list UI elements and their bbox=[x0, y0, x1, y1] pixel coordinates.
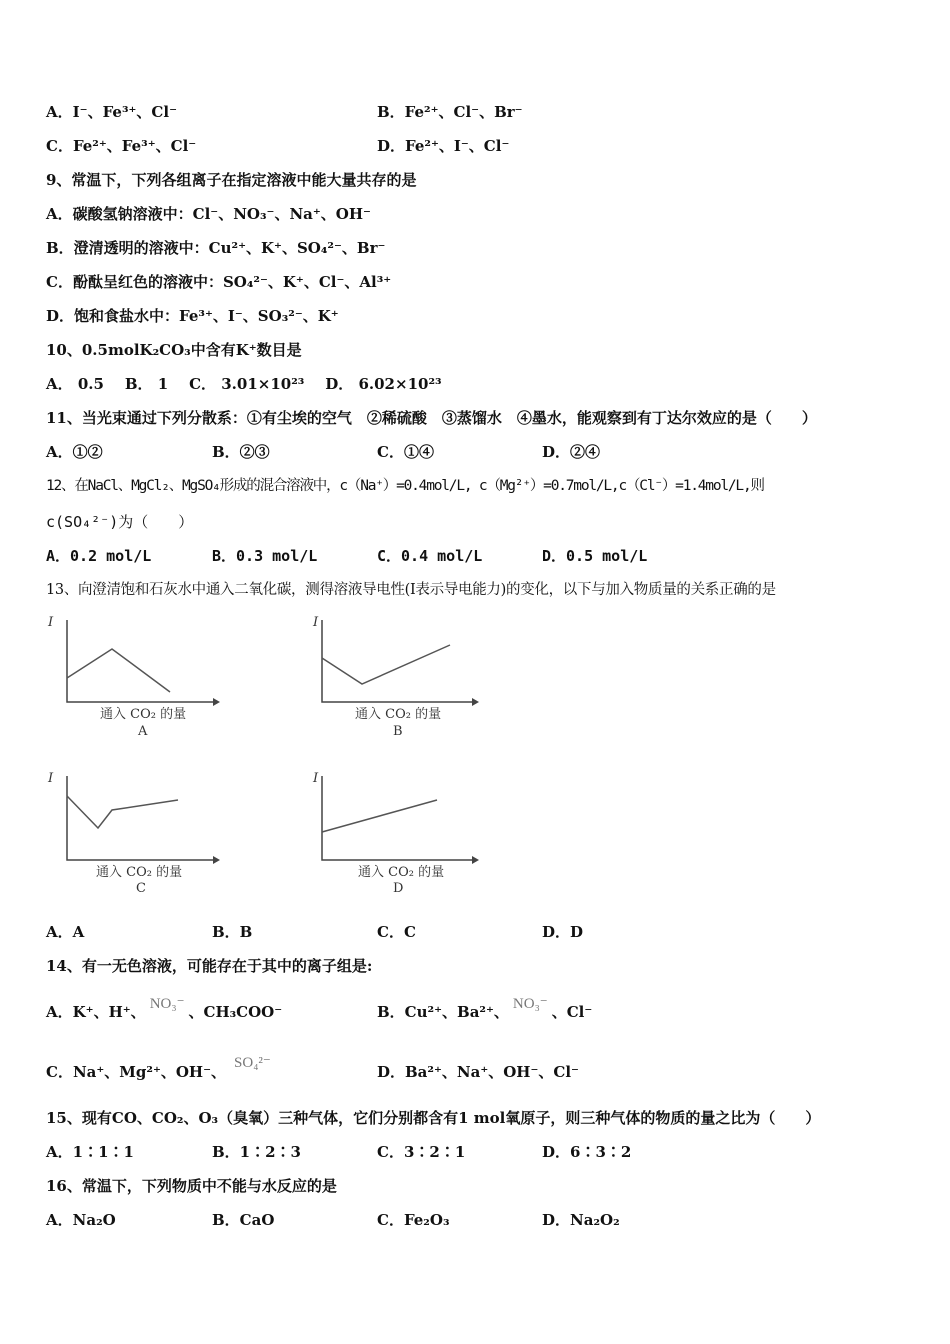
q8-option-d: D．Fe²⁺、I⁻、Cl⁻ bbox=[377, 137, 510, 155]
graph-c-curve bbox=[67, 796, 178, 828]
q16-option-c: C．Fe₂O₃ bbox=[377, 1211, 450, 1229]
q15-option-a: A．1∶1∶1 bbox=[46, 1143, 134, 1161]
graph-d-curve bbox=[322, 800, 437, 832]
q8-option-b: B．Fe²⁺、Cl⁻、Br⁻ bbox=[377, 103, 523, 121]
q9-option-c: C．酚酞呈红色的溶液中：SO₄²⁻、K⁺、Cl⁻、Al³⁺ bbox=[46, 273, 392, 291]
q11-option-d: D．②④ bbox=[542, 443, 601, 461]
q12-stem-line2: c(SO₄²⁻)为（ ） bbox=[46, 513, 194, 531]
graph-b-axes bbox=[322, 620, 477, 702]
q14-a-nitrate: NO₃⁻ bbox=[149, 996, 185, 1012]
q11-option-a: A．①② bbox=[46, 443, 103, 461]
graph-a-axes bbox=[67, 620, 218, 702]
graph-b-ylabel: I bbox=[313, 615, 319, 630]
q9-stem: 9、常温下，下列各组离子在指定溶液中能大量共存的是 bbox=[46, 171, 417, 189]
graph-b-curve bbox=[322, 645, 450, 684]
q9-option-d: D．饱和食盐水中：Fe³⁺、I⁻、SO₃²⁻、K⁺ bbox=[46, 307, 339, 325]
q16-option-b: B．CaO bbox=[212, 1211, 275, 1229]
graph-a-curve bbox=[67, 649, 170, 692]
q12-option-b: B．0.3 mol/L bbox=[212, 547, 318, 565]
q11-option-b: B．②③ bbox=[212, 443, 270, 461]
q14-a-part3: 、CH₃COO⁻ bbox=[188, 1003, 283, 1021]
graph-b-xlabel: 通入 CO₂ 的量 bbox=[355, 707, 442, 722]
graph-d-ylabel: I bbox=[313, 771, 319, 786]
q12-option-c: C．0.4 mol/L bbox=[377, 547, 483, 565]
q14-b-part1: B．Cu²⁺、Ba²⁺、 bbox=[377, 1003, 509, 1021]
graph-d bbox=[305, 768, 495, 898]
q12-option-a: A．0.2 mol/L bbox=[46, 547, 152, 565]
graph-c-xlabel: 通入 CO₂ 的量 bbox=[96, 865, 183, 880]
q15-option-d: D．6∶3∶2 bbox=[542, 1143, 632, 1161]
q14-option-c bbox=[46, 1055, 271, 1083]
q13-option-a: A．A bbox=[46, 923, 85, 941]
q9-option-a: A．碳酸氢钠溶液中：Cl⁻、NO₃⁻、Na⁺、OH⁻ bbox=[46, 205, 371, 223]
graph-a bbox=[40, 612, 230, 742]
graph-d-xlabel: 通入 CO₂ 的量 bbox=[358, 865, 445, 880]
q13-option-c: C．C bbox=[377, 923, 416, 941]
graph-a-label: A bbox=[138, 724, 148, 739]
q11-option-c: C．①④ bbox=[377, 443, 434, 461]
q14-option-b bbox=[377, 996, 593, 1023]
graph-d-axes bbox=[322, 776, 477, 860]
q13-stem: 13、向澄清饱和石灰水中通入二氧化碳，测得溶液导电性(I表示导电能力)的变化，以下与加入物质量的关系正确的是 bbox=[46, 582, 776, 598]
q14-option-d: D．Ba²⁺、Na⁺、OH⁻、Cl⁻ bbox=[377, 1063, 579, 1081]
q14-b-nitrate: NO₃⁻ bbox=[512, 996, 548, 1012]
q12-option-d: D．0.5 mol/L bbox=[542, 547, 648, 565]
graph-a-arrow bbox=[213, 698, 220, 706]
graph-c bbox=[40, 768, 230, 898]
graph-c-arrow bbox=[213, 856, 220, 864]
graph-d-label: D bbox=[393, 881, 404, 896]
q16-stem: 16、常温下，下列物质中不能与水反应的是 bbox=[46, 1177, 337, 1195]
graph-b bbox=[305, 612, 495, 742]
q15-option-c: C．3∶2∶1 bbox=[377, 1143, 466, 1161]
graph-a-xlabel: 通入 CO₂ 的量 bbox=[100, 707, 187, 722]
graph-a-ylabel: I bbox=[48, 615, 54, 630]
q9-option-b: B．澄清透明的溶液中：Cu²⁺、K⁺、SO₄²⁻、Br⁻ bbox=[46, 239, 386, 257]
q14-c-part1: C．Na⁺、Mg²⁺、OH⁻、 bbox=[46, 1063, 227, 1081]
q14-c-sulfate: SO₄²⁻ bbox=[234, 1055, 271, 1071]
q14-stem: 14、有一无色溶液，可能存在于其中的离子组是: bbox=[46, 957, 373, 975]
graph-d-arrow bbox=[472, 856, 479, 864]
q15-option-b: B．1∶2∶3 bbox=[212, 1143, 301, 1161]
q14-b-part3: 、Cl⁻ bbox=[551, 1003, 593, 1021]
graph-c-axes bbox=[67, 776, 218, 860]
q8-option-a: A．I⁻、Fe³⁺、Cl⁻ bbox=[46, 103, 177, 121]
graph-c-ylabel: I bbox=[48, 771, 54, 786]
q16-option-a: A．Na₂O bbox=[46, 1211, 116, 1229]
graph-c-label: C bbox=[136, 881, 146, 896]
q16-option-d: D．Na₂O₂ bbox=[542, 1211, 620, 1229]
graph-b-arrow bbox=[472, 698, 479, 706]
q10-stem: 10、0.5molK₂CO₃中含有K⁺数目是 bbox=[46, 341, 302, 359]
q14-option-a bbox=[46, 996, 283, 1023]
q14-a-part1: A．K⁺、H⁺、 bbox=[46, 1003, 146, 1021]
q8-option-c: C．Fe²⁺、Fe³⁺、Cl⁻ bbox=[46, 137, 197, 155]
q13-option-d: D．D bbox=[542, 923, 584, 941]
q11-stem: 11、当光束通过下列分散系：①有尘埃的空气 ②稀硫酸 ③蒸馏水 ④墨水，能观察到有丁达尔效应的是（ ） bbox=[46, 409, 817, 427]
q13-option-b: B．B bbox=[212, 923, 253, 941]
graph-b-label: B bbox=[393, 724, 403, 739]
q10-options: A． 0.5 B． 1 C． 3.01×10²³ D． 6.02×10²³ bbox=[46, 375, 442, 393]
q12-stem-line1: 12、在NaCl、MgCl₂、MgSO₄形成的混合溶液中，c（Na⁺）=0.4mol/L, c（Mg²⁺）=0.7mol/L,c（Cl⁻）=1.4mol/L,则 bbox=[46, 478, 764, 494]
q15-stem: 15、现有CO、CO₂、O₃（臭氧）三种气体，它们分别都含有1 mol氧原子，则三种气体的物质的量之比为（ ） bbox=[46, 1109, 821, 1127]
